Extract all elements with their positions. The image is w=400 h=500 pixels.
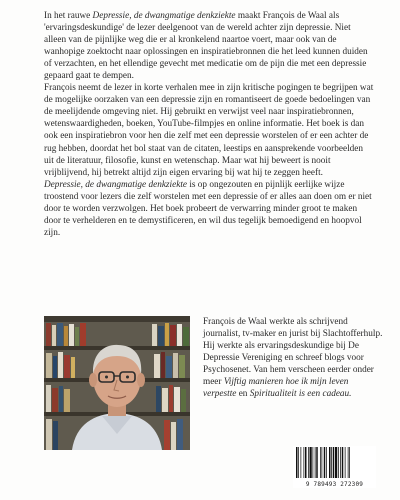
author-bio-text: François de Waal werkte als schrijvend journalist, tv-maker en jurist bij Slachtofferhulp. Hij werkte als ervaringsdeskundige bij De Depressie Vereniging en schreef blogs voor Psychosenet. Van hem verscheen eerder onder meer Vijftig manieren hoe ik mijn leven verpestte en Spiritualiteit is een cadeau.: [203, 317, 383, 400]
author-photo: [44, 316, 190, 450]
blurb-text: [44, 10, 374, 239]
isbn-number: 9 789493 272309: [305, 481, 364, 488]
author-bio: [203, 316, 383, 400]
blurb-paragraph-2: François neemt de lezer in korte verhalen mee in zijn kritische pogingen te begrijpen wat de mogelijke oorzaken van een depressie zijn en romantiseert de goede bedoelingen van de meelijdende omgeving niet. Hij gebruikt en verwijst veel naar inspiratiebronnen, wetenswaardigheden, boeken, YouTube-filmpjes en online informatie. Het boek is dan ook een inspiratiebron voor hen die zelf met een depressie worstelen of er een achter de rug hebben, doordat het bol staat van de citaten, leestips en aansprekende voorbeelden uit de literatuur, filosofie, kunst en wetenschap. Maar wat hij beweert is nooit vrijblijvend, hij betrekt altijd zijn eigen ervaring bij wat hij te zeggen heeft.: [44, 83, 374, 178]
blurb-paragraph-1: In het rauwe Depressie, de dwangmatige denkziekte maakt François de Waal als 'ervaringsdeskundige' de lezer deelgenoot van de wereld achter zijn depressie. Niet alleen van de pijnlijke weg die er al kronkelend naartoe voert, maar ook van de wanhopige zoektocht naar oplossingen en inspiratiebronnen die het leed kunnen duiden of verzachten, en het ellendige gevecht met medicatie om de pijn die met een depressie gepaard gaat te dempen.: [44, 11, 368, 82]
isbn-barcode: [293, 446, 376, 488]
blurb-paragraph-3: Depressie, de dwangmatige denkziekte is op ongezouten en pijnlijk eerlijke wijze troostend voor lezers die zelf worstelen met een depressie of er alles aan doen om er niet door te worden verzwolgen. Het boek probeert de verwarring minder groot te maken door te verhelderen en te demystificeren, en wil dus tegelijk bemoedigend en hoopvol zijn.: [44, 179, 372, 238]
author-portrait-icon: [44, 316, 190, 450]
ean-barcode-icon: [293, 446, 376, 480]
